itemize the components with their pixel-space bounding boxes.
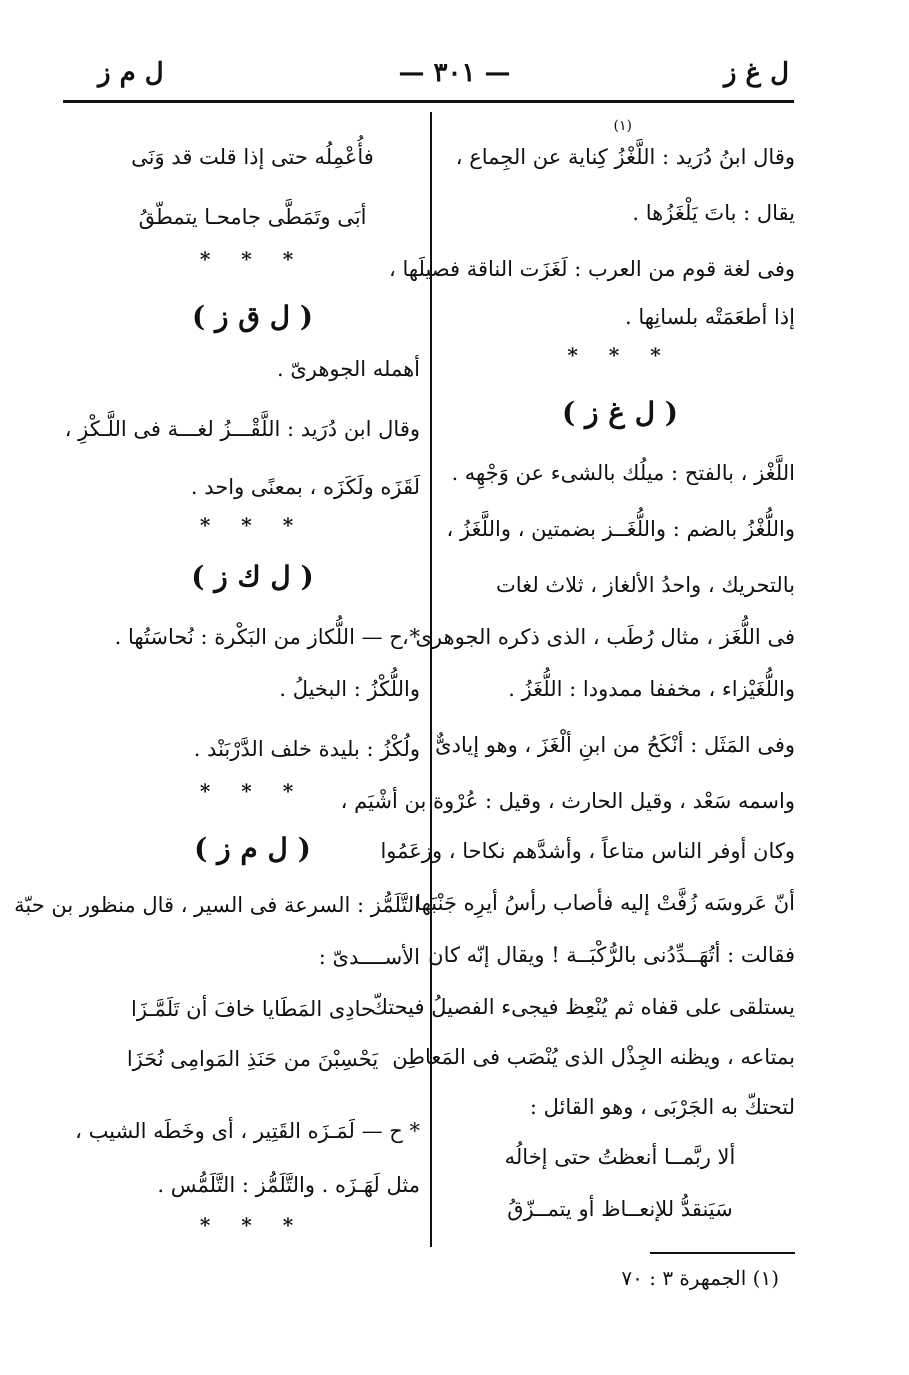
verse-line: حادِى المَطَايا خافَ أن تَلَمَّـزَا [130,997,375,1021]
verse-line: سَيَنقدُّ للإنعــاظ أو يتمــزّقُ [507,1197,733,1221]
header-root-right: ل غ ز [723,58,789,88]
text-line: وفى المَثَل : أنْكَحُ من ابنِ ألْغَزَ ، وهو إيادىٌّ [435,733,795,757]
section-heading: ( ل م ز ) [194,832,311,865]
text-line: يستلقى على قفاه ثم يُنْعِظ فيجىء الفصيلُ فيحتكّ [370,995,795,1019]
text-line: ولُكْزُ : بليدة خلف الدَّرْبَنْد . [193,737,420,761]
text-line: واللُّغَيْزاء ، مخففا ممدودا : اللُّغَزُ . [508,677,795,701]
section-heading: ( ل ك ز ) [191,560,314,593]
text-line: واسمه سَعْد ، وقيل الحارث ، وقيل : عُرْوة بن أشْيَم ، [340,789,795,813]
text-line: فى اللُّغَز ، مثال رُطَب ، الذى ذكره الجوهرى ، [402,625,795,649]
text-line: التَّلَمُّز : السرعة فى السير ، قال منظور بن حبّة [14,893,420,917]
text-line: لتحتكّ به الجَرْبَى ، وهو القائل : [529,1095,795,1119]
text-line: وكان أوفر الناس متاعاً ، وأشدَّهم نكاحا ، وزعَمُوا [380,839,795,863]
page-number: — ٣٠١ — [398,58,511,88]
text-line: بالتحريك ، واحدُ الألغاز ، ثلاث لغات [496,573,795,597]
text-line: واللُّغْزُ بالضم : واللُّغَــز بضمتين ، واللَّغَزُ ، [446,517,795,541]
header-root-left: ل م ز [98,58,164,88]
text-line: وقال ابن دُرَيد : اللَّقْـــزُ لغـــة فى اللَّـكْزِ ، [64,417,420,441]
section-separator: * * * [199,779,306,803]
section-separator: * * * [199,1213,306,1237]
text-line: أنّ عَروسَه زُفَّتْ إليه فأصاب رأسُ أيرِه جَنْبَها [415,891,795,915]
section-separator: * * * [199,513,306,537]
text-line: * ح — لَمَـزَه القَتِير ، أى وخَطَه الشيب ، [75,1119,420,1143]
text-line: بمتاعه ، ويظنه الجِذْل الذى يُنْصَب فى المَعاطِن [392,1045,795,1069]
text-line: وفى لغة قوم من العرب : لَغَزَت الناقة فصيلَها ، [388,257,795,281]
text-line: يقال : باتَ يَلْغَزُها . [632,201,795,225]
verse-line: يَحْسِبْنَ من حَنَذِ المَوامِى نُحَزَا [126,1047,379,1071]
text-line: * ح — اللُّكاز من البَكْرة : نُحاسَتُها . [114,625,420,649]
text-line: إذا أطعَمَتْه بلسانِها . [625,305,795,329]
header-rule [63,100,794,103]
text-line: اللَّغْز ، بالفتح : ميلُك بالشىء عن وَجْهِه . [451,461,795,485]
verse-line: أبَى وتَمَطَّى جامحـا يتمطّقُ [138,205,367,229]
text-line: فقالت : أتُهَــدِّدُنى بالرُّكْبَــة ! ويقال إنّه كان [428,943,795,967]
verse-line: فأُعْمِلُه حتى إذا قلت قد وَنَى [131,145,374,169]
verse-line: ألا ربَّمــا أنعظتُ حتى إخالُه [504,1145,736,1169]
section-separator: * * * [199,247,306,271]
text-line: واللُّكْزُ : البخيلُ . [279,677,420,701]
text-line: الأســــدىّ : [318,945,420,969]
text-line: مثل لَهَـزَه . والتَّلَمُّز : التَّلَمُّس . [157,1173,420,1197]
footnote-rule [650,1252,795,1254]
section-heading: ( ل غ ز ) [561,396,679,429]
text-line: أهمله الجوهرىّ . [276,357,420,381]
footnote: (١) الجمهرة ٣ : ٧٠ [621,1266,779,1290]
text-line: وقال ابنُ دُرَيد : اللَّغْزُ كِناية عن الجِماع ، [455,145,795,169]
section-heading: ( ل ق ز ) [191,300,314,333]
section-separator: * * * [567,343,673,367]
text-line: لَقَزَه ولَكَزَه ، بمعنًى واحد . [190,475,420,499]
footnote-marker: (١) [613,118,632,134]
